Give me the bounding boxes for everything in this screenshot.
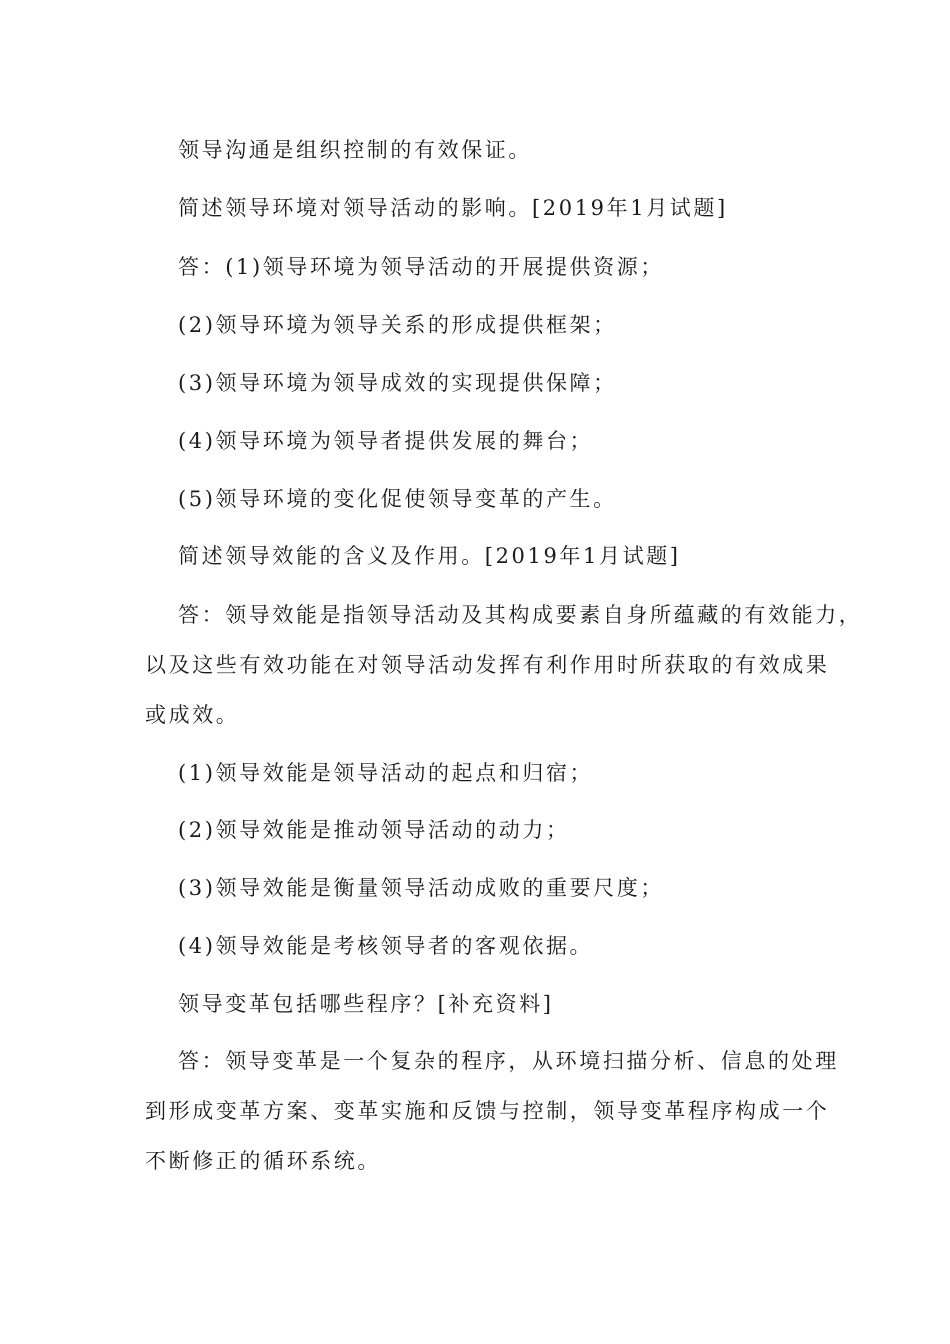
answer-line-3: (3)领导环境为领导成效的实现提供保障； [178,371,617,395]
answer-line-1: 答：(1)领导环境为领导活动的开展提供资源； [178,255,664,279]
answer-change-line-2: 到形成变革方案、变革实施和反馈与控制，领导变革程序构成一个 [145,1099,830,1123]
question-effectiveness: 简述领导效能的含义及作用。[2019年1月试题] [178,544,681,568]
answer-line-4: (4)领导环境为领导者提供发展的舞台； [178,429,594,453]
answer-effectiveness-line-2: 以及这些有效功能在对领导活动发挥有利作用时所获取的有效成果 [145,653,830,677]
answer-line-5: (5)领导环境的变化促使领导变革的产生。 [178,487,617,511]
effectiveness-point-3: (3)领导效能是衡量领导活动成败的重要尺度； [178,876,664,900]
question-environment-impact: 简述领导环境对领导活动的影响。[2019年1月试题] [178,196,728,220]
answer-effectiveness-line-3: 或成效。 [145,703,240,727]
question-change-procedure: 领导变革包括哪些程序？[补充资料] [178,992,554,1016]
effectiveness-point-4: (4)领导效能是考核领导者的客观依据。 [178,934,594,958]
answer-change-line-3: 不断修正的循环系统。 [145,1149,381,1173]
answer-change-line-1: 答：领导变革是一个复杂的程序，从环境扫描分析、信息的处理 [178,1049,839,1073]
effectiveness-point-1: (1)领导效能是领导活动的起点和归宿； [178,761,594,785]
answer-effectiveness-line-1: 答：领导效能是指领导活动及其构成要素自身所蕴藏的有效能力， [178,603,863,627]
text-line-control-guarantee: 领导沟通是组织控制的有效保证。 [178,138,532,162]
answer-line-2: (2)领导环境为领导关系的形成提供框架； [178,313,617,337]
effectiveness-point-2: (2)领导效能是推动领导活动的动力； [178,818,570,842]
